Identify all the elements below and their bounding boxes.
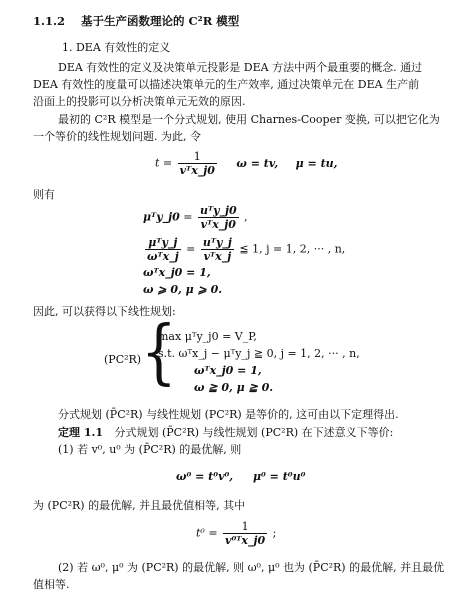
lp-normalization: ωᵀx_j0 = 1, <box>194 364 262 377</box>
fraction: $\frac{1}{\text{v⁰ᵀx\_j0}}$ <box>225 520 266 547</box>
equation-nonnegativity: ω ⩾ 0, μ ⩾ 0. <box>143 283 223 296</box>
subsection-heading: 1. DEA 有效性的定义 <box>62 41 171 54</box>
paragraph-line: 则有 <box>33 188 55 201</box>
theorem-text: 分式规划 (P̄C²R) 与线性规划 (PC²R) 在下述意义下等价: <box>114 426 394 439</box>
fraction: $\frac{1}{\text{vᵀx\_j0}}$ <box>179 150 215 177</box>
section-title: 基于生产函数理论的 C²R 模型 <box>81 14 240 28</box>
paragraph-line: DEA 有效性的度量可以描述决策单元的生产效率, 通过决策单元在 DEA 生产前 <box>33 78 420 91</box>
theorem-item-2: (2) 若 ω⁰, μ⁰ 为 (PC²R) 的最优解, 则 ω⁰, μ⁰ 也为 (P̄C²R) 的最优解, 并且最优 <box>58 561 445 574</box>
theorem-label: 定理 1.1 <box>58 426 103 439</box>
lp-brace: { <box>141 311 177 393</box>
equation-t-definition: t = $\frac{1}{\text{vᵀx\_j0}}$ ω = tv, μ = tu, <box>155 150 338 177</box>
fraction: $\frac{\text{uᵀy\_j}}{\text{vᵀx\_j}}$ <box>202 236 232 263</box>
fraction: $\frac{\text{μᵀy\_j}}{\text{ωᵀx\_j}}$ <box>147 236 179 263</box>
paragraph-line: 为 (PC²R) 的最优解, 并且最优值相等, 其中 <box>33 499 246 512</box>
paragraph-line: DEA 有效性的定义及决策单元投影是 DEA 方法中两个最重要的概念. 通过 <box>58 61 423 74</box>
equation-normalization: ωᵀx_j0 = 1, <box>143 266 211 279</box>
paragraph-line: 沿面上的投影可以分析决策单元无效的原因. <box>33 95 246 108</box>
theorem-line <box>58 426 393 440</box>
lp-nonnegativity: ω ≧ 0, μ ≧ 0. <box>194 381 274 394</box>
equation-t0-definition: t⁰ = $\frac{1}{\text{v⁰ᵀx\_j0}}$ ; <box>196 520 277 547</box>
lp-constraint: s.t. ωᵀx_j − μᵀy_j ≧ 0, j = 1, 2, ··· , n, <box>158 347 360 360</box>
paragraph-line: 最初的 C²R 模型是一个分式规划, 使用 Charnes-Cooper 变换, 可以把它化为 <box>58 113 440 126</box>
lp-objective: max μᵀy_j0 = V_P, <box>158 330 257 343</box>
lp-label: (PC²R) <box>104 353 142 366</box>
paragraph-line: 分式规划 (P̄C²R) 与线性规划 (PC²R) 是等价的, 这可由以下定理得出. <box>58 408 399 421</box>
fraction: $\frac{\text{uᵀy\_j0}}{\text{vᵀx\_j0}}$ <box>199 204 237 231</box>
paragraph-line: 因此, 可以获得以下线性规划: <box>33 305 176 318</box>
section-heading <box>33 14 239 28</box>
paragraph-line: 一个等价的线性规划问题. 为此, 令 <box>33 130 201 143</box>
equation-solution: ω⁰ = t⁰v⁰, μ⁰ = t⁰u⁰ <box>176 470 306 483</box>
theorem-item-1: (1) 若 v⁰, u⁰ 为 (P̄C²R) 的最优解, 则 <box>58 443 242 456</box>
equation-constraint-ratio: $\frac{\text{μᵀy\_j}}{\text{ωᵀx\_j}}$ = $\frac{\text{uᵀy\_j}}{\text{vᵀx\_j}}$ ≦ 1, j = 1, 2, ··· , n, <box>147 236 346 263</box>
section-number: 1.1.2 <box>33 14 66 28</box>
equation-objective: μᵀy_j0 = $\frac{\text{uᵀy\_j0}}{\text{vᵀx\_j0}}$ , <box>143 204 248 231</box>
paragraph-line: 值相等. <box>33 578 70 591</box>
